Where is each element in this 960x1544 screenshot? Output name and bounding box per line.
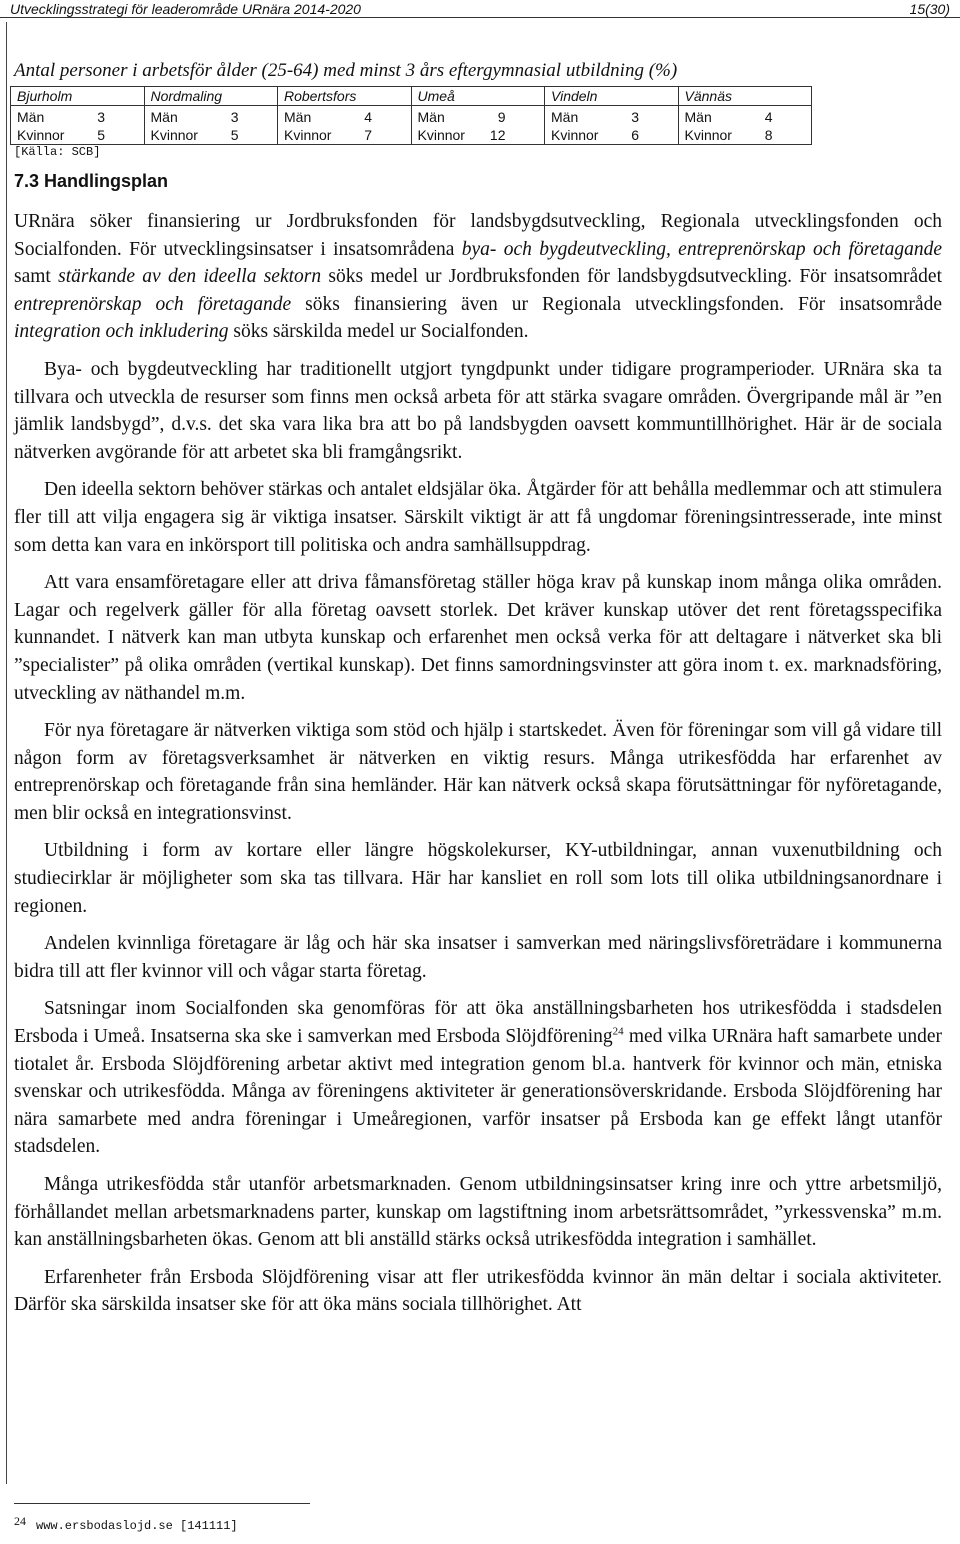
footnote-divider: [14, 1503, 310, 1504]
paragraph: Utbildning i form av kortare eller längre högskolekurser, KY-utbildningar, annan vuxenutbildning och studiecirklar är möjligheter som ska tas tillvara. Här har kansliet en roll som lots till olika utbildningsanordnare i regionen.: [14, 840, 942, 917]
education-table: [10, 86, 812, 145]
footnote-reference[interactable]: 24: [612, 1025, 624, 1038]
paragraph: Många utrikesfödda står utanför arbetsmarknaden. Genom utbildningsinsatser kring inre och yttre arbetsmiljö, förhållandet mellan arbetsmarknadens parter, kunskap om lagstiftning inom arbetsrättsområdet, ”yrkessvenska” m.m. kan anställningsbarheten ökas. Genom att bli anställd stärks också utrikesfödda integration i samhället.: [14, 1174, 942, 1251]
margin-rule: [6, 22, 7, 1484]
column-header: Vindeln: [545, 87, 679, 106]
footnote: [14, 1514, 238, 1533]
column-header: Vännäs: [678, 87, 812, 106]
document-title: Utvecklingsstrategi för leaderområde URnära 2014-2020: [10, 0, 361, 17]
column-header: Nordmaling: [144, 87, 278, 106]
table-cell: Män 3 Kvinnor 6: [545, 106, 679, 145]
paragraph: Den ideella sektorn behöver stärkas och antalet eldsjälar öka. Åtgärder för att behålla medlemmar och att stimulera fler till att vilja engagera sig är viktiga insatser. Särskilt viktigt är att få ungdomar föreningsintresserade, inte minst som detta kan vara en inkörsport till politiska och andra samhällsuppdrag.: [14, 479, 942, 556]
paragraph: För nya företagare är nätverken viktiga som stöd och hjälp i startskedet. Även för föreningar som vill gå vidare till någon form av företagsverksamhet är nätverken en viktig resurs. Många utrikesfödda har erfarenhet av entreprenörskap och företagande från sina hemländer. Här kan nätverk också skapa förutsättningar för nyföretagande, men blir också en integrationsvinst.: [14, 720, 942, 824]
paragraph: URnära söker finansiering ur Jordbruksfonden för landsbygdsutveckling, Regionala utvecklingsfonden och Socialfonden. För utvecklingsinsatser i insatsområdena bya- och bygdeutveckling, entreprenörskap och företagande samt stärkande av den ideella sektorn söks medel ur Jordbruksfonden för landsbygdsutveckling. För insatsområdet entreprenörskap och företagande söks finansiering även ur Regionala utvecklingsfonden. För insatsområde integration och inkludering söks särskilda medel ur Socialfonden.: [14, 211, 942, 343]
column-header: Bjurholm: [11, 87, 145, 106]
table-cell: Män 4 Kvinnor 8: [678, 106, 812, 145]
paragraph: Satsningar inom Socialfonden ska genomföras för att öka anställningsbarheten hos utrikesfödda i stadsdelen Ersboda i Umeå. Insatserna ska ske i samverkan med Ersboda Slöjdförening$^{24}$ med vilka URnära haft samarbete under tiotalet år. Ersboda Slöjdförening arbetar aktivt med integration genom bl.a. hantverk för kvinnor och män, etniska svenskar och utrikesfödda. Många av föreningens aktiviteter är generationsöverskridande. Ersboda Slöjdförening har nära samarbete med andra föreningar i Umeåregionen, varför insatser på Ersboda kan ge effekt långt utanför stadsdelen.: [14, 998, 942, 1158]
paragraph: Erfarenheter från Ersboda Slöjdförening visar att fler utrikesfödda kvinnor än män deltar i sociala aktiviteter. Därför ska särskilda insatser ske för att öka mäns sociala tillhörighet. Att: [14, 1266, 942, 1316]
table-cell: Män 3 Kvinnor 5: [11, 106, 145, 145]
table-title: Antal personer i arbetsför ålder (25-64) med minst 3 års eftergymnasial utbildning (%): [14, 60, 678, 81]
paragraph: Andelen kvinnliga företagare är låg och här ska insatser i samverkan med näringslivsföreträdare i kommunerna bidra till att fler kvinnor vill och vågar starta företag.: [14, 933, 942, 982]
table-cell: Män 9 Kvinnor 12: [411, 106, 545, 145]
footnote-number: 24: [14, 1514, 26, 1528]
table-cell: Män 4 Kvinnor 7: [278, 106, 412, 145]
page-header: [0, 0, 960, 18]
page-number: 15(30): [909, 0, 950, 17]
paragraph: Att vara ensamföretagare eller att driva fåmansföretag ställer höga krav på kunskap inom många olika områden. Lagar och regelverk gäller för alla företag oavsett storlek. Det kräver kunskap utöver det rent företagsspecifika kunnandet. I nätverk kan man utbyta kunskap och erfarenhet men också verka för att deltagare i nätverket ska bli ”specialister” på olika områden (vertikal kunskap). Det finns samordningsvinster att göra inom t. ex. marknadsföring, utveckling av näthandel m.m.: [14, 572, 942, 704]
table-source: [Källa: SCB]: [14, 145, 101, 159]
footnote-link[interactable]: www.ersbodaslojd.se [141111]: [36, 1519, 238, 1533]
paragraph: Bya- och bygdeutveckling har traditionellt utgjort tyngdpunkt under tidigare programperioder. URnära ska ta tillvara och utveckla de resurser som finns men också arbeta för att stärka svagare områden. Övergripande mål är ”en jämlik landsbygd”, d.v.s. det ska vara lika bra att bo på landsbygden oavsett kommuntillhörighet. Här är de sociala nätverken avgörande för att arbetet ska bli framgångsrikt.: [14, 358, 942, 463]
section-heading: 7.3 Handlingsplan: [14, 171, 169, 191]
body-text: [14, 208, 942, 1329]
table-row: [11, 106, 812, 145]
column-header: Umeå: [411, 87, 545, 106]
table-cell: Män 3 Kvinnor 5: [144, 106, 278, 145]
column-header: Robertsfors: [278, 87, 412, 106]
